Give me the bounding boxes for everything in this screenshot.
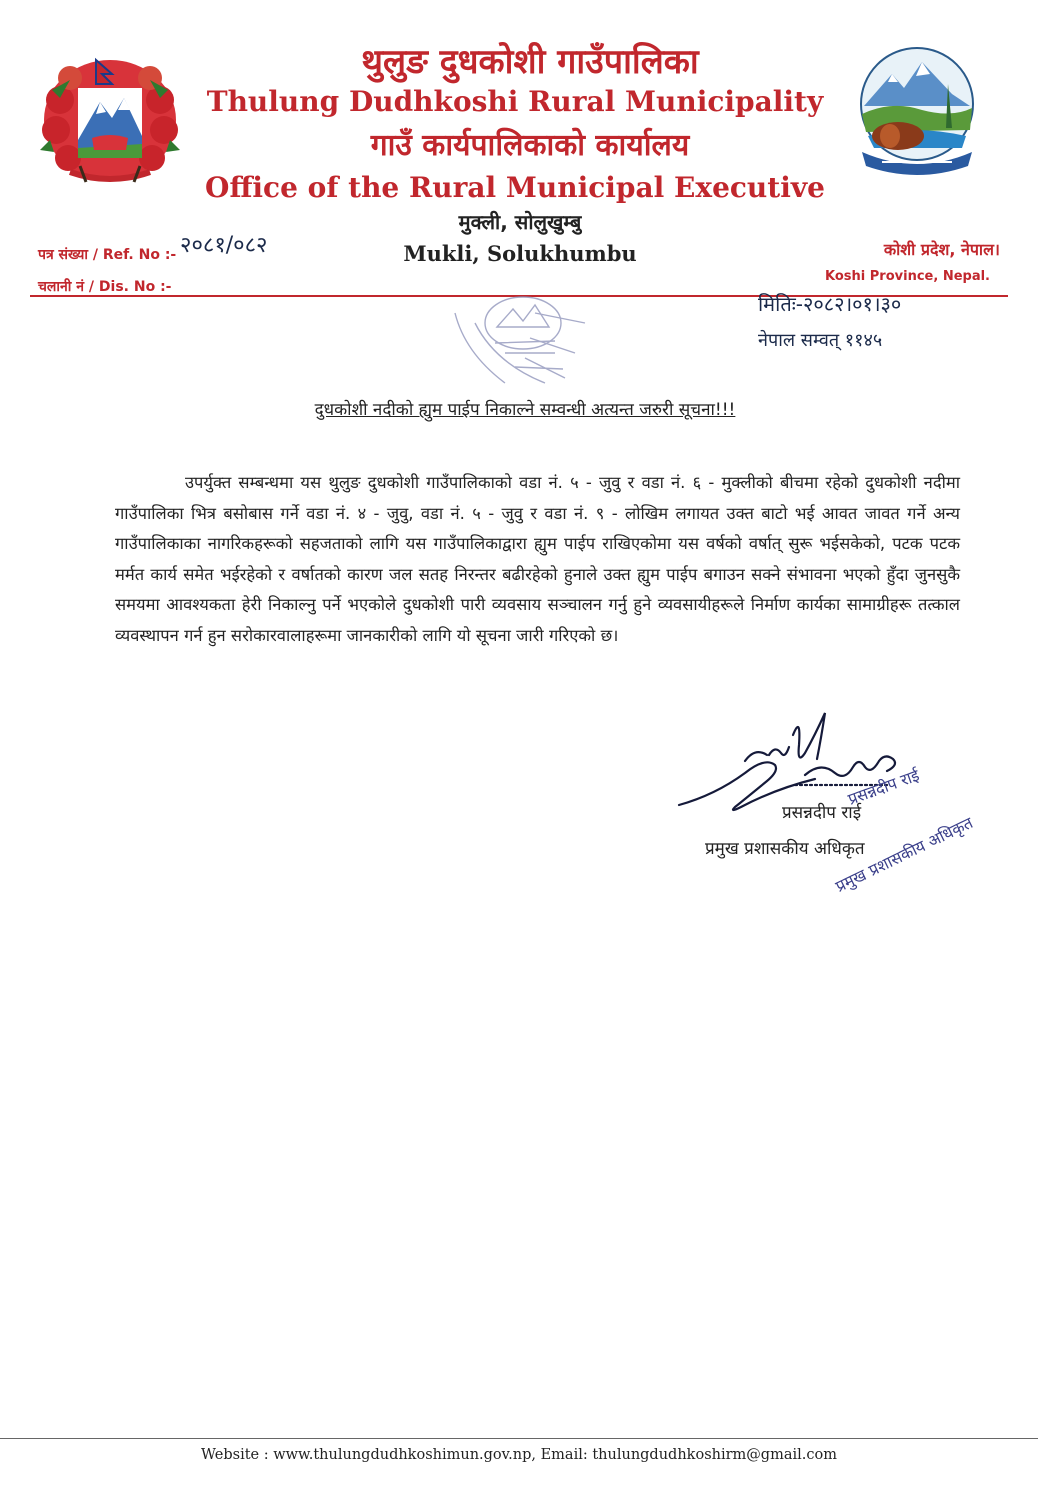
province-english: Koshi Province, Nepal. bbox=[825, 269, 990, 284]
location-nepali: मुक्ली, सोलुखुम्बु bbox=[458, 210, 582, 234]
signature-stamp-name: प्रसन्नदीप राई bbox=[845, 765, 922, 809]
reference-number-label: पत्र संख्या / Ref. No :- bbox=[38, 247, 177, 263]
province-nepali: कोशी प्रदेश, नेपाल। bbox=[883, 240, 1000, 259]
municipality-logo-icon bbox=[852, 44, 982, 184]
signer-title: प्रमुख प्रशासकीय अधिकृत bbox=[705, 839, 865, 859]
municipality-name-english: Thulung Dudhkoshi Rural Municipality bbox=[206, 85, 824, 118]
signature-stamp-title: प्रमुख प्रशासकीय अधिकृत bbox=[832, 813, 976, 896]
footer-contact: Website : www.thulungdudhkoshimun.gov.np, Email: thulungdudhkoshirm@gmail.com bbox=[201, 1447, 837, 1463]
nepal-samvat-date: नेपाल सम्वत् ११४५ bbox=[758, 330, 883, 351]
municipality-name-nepali: थुलुङ दुधकोशी गाउँपालिका bbox=[361, 42, 699, 82]
office-name-nepali: गाउँ कार्यपालिकाको कार्यालय bbox=[370, 128, 690, 163]
notice-subject: दुधकोशी नदीको ह्युम पाईप निकाल्ने सम्वन्धी अत्यन्त जरुरी सूचना!!! bbox=[314, 400, 736, 420]
notice-paragraph: उपर्युक्त सम्बन्धमा यस थुलुङ दुधकोशी गाउँपालिकाको वडा नं. ५ - जुवु र वडा नं. ६ - मुक्लीको बीचमा रहेको दुधकोशी नदीमा गाउँपालिका भित्र बसोबास गर्ने वडा नं. ४ - जुवु, वडा नं. ५ - जुवु र वडा नं. ९ - लोखिम लगायत उक्त बाटो भई आवत जावत गर्ने अन्य गाउँपालिकाका नागरिकहरूको सहजताको लागि यस गाउँपालिकाद्वारा ह्युम पाईप राखिएकोमा यस वर्षको वर्षात् सुरू भईसकेको, पटक पटक मर्मत कार्य समेत भईरहेको र वर्षातको कारण जल सतह निरन्तर बढीरहेको हुनाले उक्त ह्युम पाईप बगाउन सक्ने संभावना भएको हुँदा जुनसुकै समयमा आवश्यकता हेरी निकाल्नु पर्ने भएकोले दुधकोशी पारी व्यवसाय सञ्चालन गर्नु हुने व्यवसायीहरूले निर्माण कार्यका सामाग्रीहरू तत्काल व्यवस्थापन गर्न हुन सरोकारवालाहरूमा जानकारीको लागि यो सूचना जारी गरिएको छ। bbox=[115, 473, 960, 645]
signer-name: प्रसन्नदीप राई bbox=[782, 803, 862, 823]
location-english: Mukli, Solukhumbu bbox=[403, 241, 637, 266]
notice-body bbox=[115, 468, 960, 651]
nepal-coat-of-arms-icon bbox=[30, 40, 190, 190]
reference-number-value: २०८१/०८२ bbox=[180, 233, 268, 258]
dispatch-number-label: चलानी नं / Dis. No :- bbox=[38, 279, 172, 295]
office-stamp-icon bbox=[435, 283, 610, 398]
office-name-english: Office of the Rural Municipal Executive bbox=[205, 171, 825, 204]
letter-date: मितिः-२०८२।०१।३० bbox=[758, 292, 902, 316]
footer-divider bbox=[0, 1438, 1038, 1439]
